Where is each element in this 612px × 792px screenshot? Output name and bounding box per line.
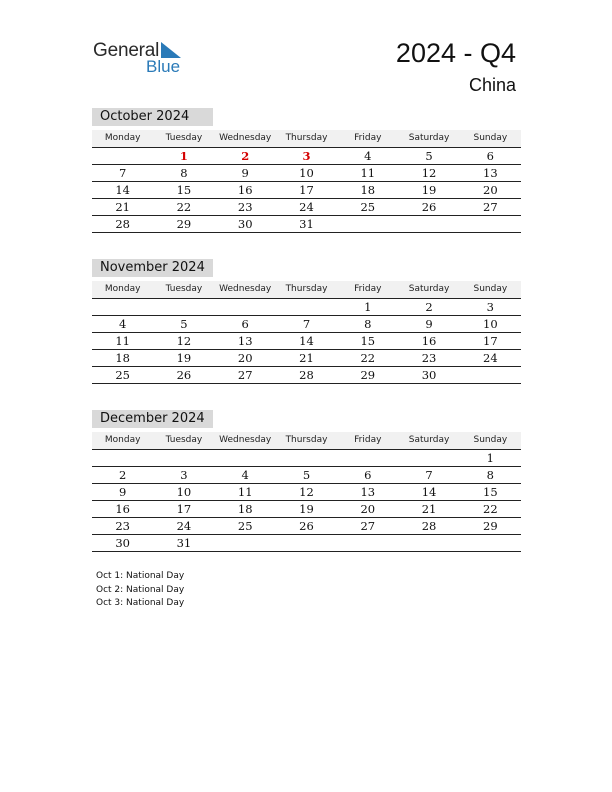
week-row — [92, 148, 521, 165]
day-cell: 4 — [241, 468, 249, 482]
month-december — [92, 410, 521, 552]
week-row — [92, 518, 521, 535]
month-label: December 2024 — [92, 410, 213, 428]
logo-text-general: General — [93, 40, 160, 61]
day-cell: 15 — [360, 334, 376, 348]
day-cell: 16 — [421, 334, 437, 348]
day-cell: 9 — [118, 485, 127, 499]
day-cell: 25 — [115, 368, 130, 382]
day-cell: 7 — [302, 317, 311, 331]
day-cell: 20 — [483, 183, 498, 197]
day-cell: 2 — [425, 300, 433, 314]
weekday-header — [92, 130, 521, 148]
day-cell: 19 — [299, 502, 314, 516]
day-cell: 23 — [115, 519, 130, 533]
holiday-day-cell: 2 — [241, 149, 250, 163]
day-cell: 28 — [421, 519, 437, 533]
week-row — [92, 316, 521, 333]
weekday-label: Thursday — [285, 435, 328, 445]
weekday-label: Saturday — [408, 133, 450, 143]
weekday-label: Wednesday — [219, 133, 272, 143]
day-cell: 16 — [237, 183, 253, 197]
day-cell: 16 — [115, 502, 130, 516]
day-cell: 7 — [425, 468, 433, 482]
day-cell: 21 — [115, 200, 130, 214]
day-cell: 26 — [299, 519, 314, 533]
day-cell: 15 — [176, 183, 192, 197]
day-cell: 12 — [299, 485, 314, 499]
day-cell: 4 — [118, 317, 127, 331]
empty-day-cell — [215, 535, 276, 551]
weekday-label: Sunday — [473, 435, 508, 445]
empty-day-cell — [92, 148, 153, 164]
day-cell: 17 — [483, 334, 498, 348]
weekday-label: Friday — [354, 435, 382, 445]
month-grid — [92, 450, 521, 552]
holiday-day-cell: 3 — [302, 149, 311, 163]
day-cell: 21 — [421, 502, 437, 516]
weekday-header — [92, 281, 521, 299]
day-cell: 24 — [483, 351, 498, 365]
day-cell: 29 — [176, 217, 192, 231]
month-label: October 2024 — [92, 108, 213, 126]
weekday-header — [92, 432, 521, 450]
empty-day-cell — [92, 450, 153, 466]
day-cell: 5 — [180, 317, 188, 331]
page-title: 2024 - Q4 — [395, 38, 516, 68]
day-cell: 23 — [237, 200, 253, 214]
weekday-label: Tuesday — [165, 133, 203, 143]
day-cell: 14 — [299, 334, 314, 348]
weekday-label: Monday — [104, 435, 141, 445]
day-cell: 28 — [299, 368, 314, 382]
day-cell: 8 — [486, 468, 494, 482]
day-cell: 6 — [241, 317, 249, 331]
day-cell: 27 — [483, 200, 498, 214]
day-cell: 9 — [425, 317, 433, 331]
day-cell: 19 — [176, 351, 192, 365]
day-cell: 29 — [483, 519, 498, 533]
day-cell: 4 — [364, 149, 372, 163]
day-cell: 25 — [360, 200, 376, 214]
week-row — [92, 535, 521, 552]
weekday-label: Saturday — [408, 284, 450, 294]
day-cell: 11 — [237, 485, 253, 499]
week-row — [92, 333, 521, 350]
weekday-label: Wednesday — [219, 284, 272, 294]
empty-day-cell — [460, 535, 521, 551]
week-row — [92, 367, 521, 384]
week-row — [92, 299, 521, 316]
day-cell: 20 — [360, 502, 376, 516]
day-cell: 8 — [364, 317, 372, 331]
country-label: China — [468, 75, 516, 95]
day-cell: 13 — [483, 166, 498, 180]
weekday-label: Monday — [104, 133, 141, 143]
week-row — [92, 199, 521, 216]
empty-day-cell — [276, 535, 337, 551]
empty-day-cell — [337, 450, 398, 466]
day-cell: 22 — [176, 200, 192, 214]
weekday-label: Friday — [354, 133, 382, 143]
weekday-label: Tuesday — [165, 435, 203, 445]
day-cell: 31 — [299, 217, 314, 231]
empty-day-cell — [398, 535, 459, 551]
day-cell: 11 — [115, 334, 130, 348]
empty-day-cell — [153, 299, 214, 315]
holiday-day-cell: 1 — [179, 149, 188, 163]
weekday-label: Monday — [104, 284, 141, 294]
day-cell: 2 — [118, 468, 127, 482]
day-cell: 30 — [237, 217, 253, 231]
day-cell: 15 — [483, 485, 498, 499]
day-cell: 31 — [176, 536, 192, 550]
day-cell: 25 — [237, 519, 253, 533]
month-grid — [92, 299, 521, 384]
day-cell: 19 — [421, 183, 437, 197]
day-cell: 18 — [237, 502, 253, 516]
day-cell: 12 — [421, 166, 437, 180]
holiday-notes — [96, 570, 184, 611]
empty-day-cell — [337, 535, 398, 551]
week-row — [92, 450, 521, 467]
day-cell: 22 — [483, 502, 498, 516]
day-cell: 12 — [176, 334, 192, 348]
empty-day-cell — [337, 216, 398, 232]
day-cell: 6 — [364, 468, 372, 482]
day-cell: 23 — [421, 351, 437, 365]
month-grid — [92, 148, 521, 233]
day-cell: 20 — [237, 351, 253, 365]
week-row — [92, 484, 521, 501]
week-row — [92, 216, 521, 233]
day-cell: 11 — [360, 166, 376, 180]
month-label: November 2024 — [92, 259, 213, 277]
day-cell: 17 — [299, 183, 314, 197]
week-row — [92, 182, 521, 199]
week-row — [92, 165, 521, 182]
weekday-label: Thursday — [285, 133, 328, 143]
day-cell: 30 — [115, 536, 130, 550]
week-row — [92, 467, 521, 484]
day-cell: 27 — [237, 368, 253, 382]
logo-text-blue: Blue — [146, 57, 181, 76]
day-cell: 3 — [486, 300, 494, 314]
weekday-label: Sunday — [473, 133, 508, 143]
day-cell: 26 — [176, 368, 192, 382]
empty-day-cell — [215, 450, 276, 466]
week-row — [92, 350, 521, 367]
holiday-note: Oct 1: National Day — [96, 571, 185, 581]
day-cell: 18 — [360, 183, 376, 197]
day-cell: 13 — [237, 334, 253, 348]
weekday-label: Friday — [354, 284, 382, 294]
weekday-label: Thursday — [285, 284, 328, 294]
day-cell: 24 — [299, 200, 314, 214]
empty-day-cell — [276, 299, 337, 315]
day-cell: 28 — [115, 217, 130, 231]
weekday-label: Saturday — [408, 435, 450, 445]
empty-day-cell — [398, 450, 459, 466]
empty-day-cell — [153, 450, 214, 466]
day-cell: 24 — [176, 519, 192, 533]
empty-day-cell — [215, 299, 276, 315]
day-cell: 21 — [299, 351, 314, 365]
day-cell: 1 — [364, 300, 372, 314]
day-cell: 27 — [360, 519, 376, 533]
day-cell: 14 — [115, 183, 130, 197]
day-cell: 10 — [176, 485, 192, 499]
empty-day-cell — [460, 216, 521, 232]
weekday-label: Tuesday — [165, 284, 203, 294]
month-november — [92, 259, 521, 384]
day-cell: 10 — [483, 317, 498, 331]
day-cell: 5 — [302, 468, 311, 482]
day-cell: 17 — [176, 502, 192, 516]
empty-day-cell — [92, 299, 153, 315]
weekday-label: Wednesday — [219, 435, 272, 445]
day-cell: 8 — [180, 166, 188, 180]
brand-logo — [93, 40, 193, 80]
day-cell: 5 — [425, 149, 433, 163]
day-cell: 30 — [421, 368, 437, 382]
day-cell: 22 — [360, 351, 376, 365]
week-row — [92, 501, 521, 518]
day-cell: 6 — [486, 149, 494, 163]
day-cell: 18 — [115, 351, 130, 365]
empty-day-cell — [276, 450, 337, 466]
day-cell: 10 — [299, 166, 314, 180]
empty-day-cell — [398, 216, 459, 232]
holiday-note: Oct 3: National Day — [96, 598, 185, 608]
day-cell: 26 — [421, 200, 437, 214]
day-cell: 9 — [241, 166, 249, 180]
holiday-note: Oct 2: National Day — [96, 584, 185, 595]
day-cell: 3 — [180, 468, 188, 482]
day-cell: 14 — [421, 485, 437, 499]
day-cell: 1 — [486, 451, 494, 465]
empty-day-cell — [460, 367, 521, 383]
day-cell: 29 — [360, 368, 376, 382]
month-october — [92, 108, 521, 233]
day-cell: 7 — [118, 166, 127, 180]
day-cell: 13 — [360, 485, 376, 499]
weekday-label: Sunday — [473, 284, 508, 294]
